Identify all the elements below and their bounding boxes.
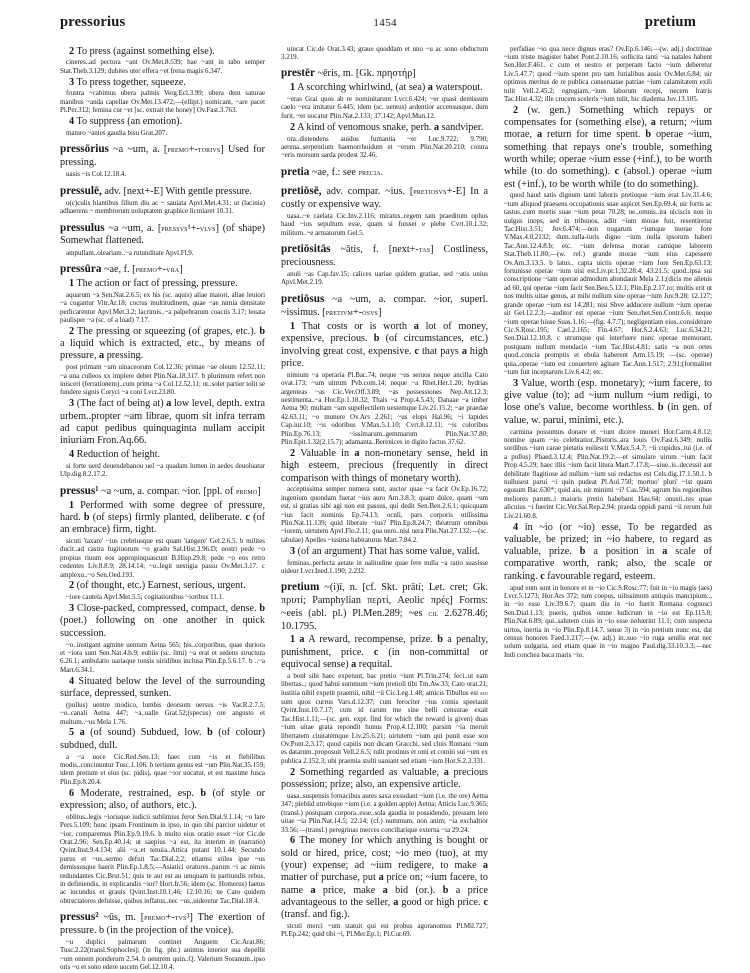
sense-definition: 6 The money for which anything is bought or sold or hired, price, cost; ~io meo (tuo), at my (your) expense; ad ~ium redigere, to make a matter of purchase, put a price on; ~ium facere, to name a price, make a bid (or.). b a price advantageous to the seller, a good or high price. c (transf. and fig.). xyxy=(281,835,488,921)
headword-gloss: ~a ~um, a. compar. ~ior. [ppl. of premo] xyxy=(98,485,261,497)
sense-definition: 2 The pressing or squeezing (of grapes, etc.). b a liquid which is extracted, etc., by means of pressure, a pressing. xyxy=(60,325,265,362)
headword-gloss: adv. [next+-E] With gentle pressure. xyxy=(101,185,252,197)
citation-block: acceptissima semper numera sunt, auctor quae ~a facit Ov.Ep.16.72; ingenium quondam fuerat ~ius auro Am.3.8.3; quam dulce, quam ~um est, si gratias sibi agi non est passus, qui dedit Sen.Ben.2.6.1; quicquam ~ius facit nominis Ep.74.13; ocnli, pars corporis utilissima Plin.Nat.11.139; quid liberate ~ius? Plin.Ep.8.24.7; theatrum omnibus ~iorem, uirtutem Apvl.Flo.2.11; qua uero..nisi uera Plin.Nat.27.132;—(sc. tabulae) Apelles ~issima habitaturus Mart.7.84.2. xyxy=(281,485,488,544)
page-number: 1454 xyxy=(373,17,397,29)
sense-definition: 2 A kind of venomous snake, perh. a sandviper. xyxy=(290,121,484,133)
sense-definition: 3 Close-packed, compressed, compact, dense. b (poet.) following on one another in quick succession. xyxy=(60,603,265,639)
sense-definition: 4 Reduction of height. xyxy=(69,449,161,461)
citation-block: o(c)culis hiantibus filium diu ac ~ sauiata Apvl.Met.4.31; ut (lacinia) adhaerens ~ membrorum uoluptatem graphice licmiaret 10.31. xyxy=(60,198,265,216)
sense-definition: 4 in ~io (or ~io) esse, To be regarded as valuable, be prized; in ~io habere, to regard as valuable, prize. b a position in a scale of comparative worth, rank; also, the scale or ranking. c favourable regard, esteem. xyxy=(504,521,712,582)
sense-definition: 2 Something regarded as valuable, a precious possession; prize; also, an expensive article. xyxy=(281,766,488,791)
sense-definition: 1 Performed with some degree of pressure, hard. b (of steps) firmly planted, deliberate. c (of an embrace) firm, tight. xyxy=(60,499,265,536)
entry-headword xyxy=(60,185,265,198)
headword-gloss: ~ae, f.: see precia. xyxy=(309,166,384,178)
citation-block: perfidiae ~io qua nece dignus eras? Ov.Ep.6.146;—(w. adj.) doctrinae ~ium triste magister habet Pont.2.10.16; sollicita tanti ~ia natales habent Sen.Her.F.461. c cum et uestro et perperam facto ~ium deberetur Liv.5.47.7; quod ~ium speret pro tam furialibus ausis Ov.Met.6.84; uir optimus meritus de re publica conseruatae patriae ~ium calamitatem exili tulit Vell.2.45.2; egregiam..~ium laborum recepi, necem fratris Tac.Hist.4.32; ille crucem sceleris ~ium tulit, hic diadema Juv.13.105. xyxy=(504,44,712,103)
headword: prestēr xyxy=(281,67,315,80)
headword: pretium xyxy=(281,581,320,594)
column-right xyxy=(504,44,712,661)
citation-block: oblitus..legis ~iorisque iudicii sublimius feror Sen.Dial.9.1.14; ~o lare Pers.5.109; hunc ipsam Frontinum in ipso, in quo tibi parcior uidetur et ~ior, comparemus Plin.Ep.9.19.6. b multo eius oratio esset ~ior Cic.de Orat.2.96; Sen.Ep.40.14; ut saepius ~a est, ita interim in (narratio) Qvint.Inst.9.4.134; alii ~a..et tenuia..Attica putant 10.1.44; Secundo purus et ~us..sermo defuit Tac.Dial.2.2; etiamsi stilus ipse ~us demissusque haerit Plin.Ep.1.8.5;—Asiatici oratores..parum ~i ac nimis redundantes Cic.Brut.51; quis te aut est au umquam in partiundis rebus, in definiendis, in explicandis ~ior? Hort.fr.56; idem (sc. Homerus) laetus ac iucundus et grauis Qvint.Inst.10.1.46; 12.10.16; ne Cato quidem obtrectatores defuisse, quibus inflatus..nec ~us..uideretur Tac.Dial.18.4. xyxy=(60,812,265,905)
sense-definition: 1 That costs or is worth a lot of money, expensive, precious. b (of circumstances, etc.) involving great cost, expensive. c that pays a high price. xyxy=(281,321,488,370)
headword-gloss: ~ātis, f. [next+-tas] Costliness, preciousness. xyxy=(281,244,488,268)
citation-block: stcuti merci ~um statuit qui est probus agoranomus Pl.Mil.727; Pl.Ep.242; quid tibi ~i, Pl.Mer.Ep.1; Pl.Cur.69. xyxy=(281,922,488,939)
citation-block: a ~a uoce Cic.Red.Sen.13; haec cum ~is et flebilibus modis..concinuntur Tusc.1.106. b tertium genus est ~um Plin.Nat.35.159; idem pretium et eius (sc. pidis), quae ~ior uocatur, et est maxime fusca Plin.Ep.8.20.4. xyxy=(60,752,265,786)
citation-block: ora..distendens auidus fumantia ~er Luc.9.722; 9.790; aerena..serpentium haemorrhoidum et ~erum Plin.Nat.20.210; contra ~eris morsum sarda prodest 32.46. xyxy=(281,134,488,160)
citation-block: uincat Cic.de Orat.3.43; graue quoddam et uno ~u ac sono obductum 3.219. xyxy=(281,44,488,61)
sense-definition: 2 Valuable in a non-monetary sense, held in high esteem, precious (frequently in direct comparison with things of monetary worth). xyxy=(281,447,488,484)
headword-gloss: ~(i)ī, n. [cf. Skt. prātí; Let. cret; Gk. πρυτί; Pamphylian περτί, Aeolic πρές] Forms: ~eeis (abl. pl.) Pl.Men.289; ~es cil 2.6278.46; 10.1795. xyxy=(281,582,488,632)
sense-definition: 2 (w. gen.) Something which repays or compensates for (something else), a return; ~ium morae, a return for time spent. b operae ~ium, something that repays one's trouble, something worth while; operae ~ium esse (+inf.), to be worth while (to do something). c (absol.) operae ~ium est (+inf.), to be worth while (to do something). xyxy=(504,104,712,190)
sense-definition: 2 (of thought, etc.) Earnest, serious, urgent. xyxy=(69,580,246,592)
sense-definition: 3 To press together, squeeze. xyxy=(69,76,186,88)
citation-block: (pullus) uentre modico, lumbis deorsum uersus ~is Var.R.2.7.5; ~o..canali Aetna 447; ~a..ualle Grat.52;(specus) ore angusto et multum..~us Mela 1.76. xyxy=(60,700,265,726)
citation-block: maturo ~antes gaudia bisu Grat.207. xyxy=(66,128,168,137)
citation-block: uasa..~e caelata Cic.Inv.2.116; miratus..regem tam praeditum ophus haud ~ius sepultum esse, quam si fuisset e plebe Cvrt.10.1.32; militum..~e armatorum Gel.5. xyxy=(281,211,488,237)
citation-block: ~o..instigant agmine uentum Aetna 565; his..corporibus, quae duriora et ~iora sunt Sen.Nat.4.b.9; euhiis (sc. limi) ~a erat et sedens structura 6.26.1; ambulatio uariaque tonsis uiridibus inclusa Plin.Ep.5.6.17. b ..~a Mart.6.34.1. xyxy=(60,640,265,674)
entry-headword xyxy=(281,293,488,320)
entry-headword xyxy=(60,911,265,937)
headword-gloss: ~a ~um, a. compar. ~ior, superl. ~issimus. [pretivm+-osvs] xyxy=(281,293,488,319)
running-head-left: pressorius xyxy=(60,14,126,30)
citation-block: nimium ~a operaria Pl.Bac.74; neque ~us seruos neque ancilla Cato ovat.173; ~um uitrum Pvb.com.14; neque ~a Rhet.Her.1.20; hydrias argenteas ~as Cic.Ver.Off.3.89; ~as possessiones Nep.Att.12.3; uestimenta..~a Hor.Ep.1.18.32; Thais ~a Prop.4.5.43; Danaae ~a imber Aetna 90; multam ~am supellectilem uestemque Liv.21.15.2; ~ae praedae 42.63.11; ~o munere Ov.Ars 2.261; ~us elops Hal.96; ~i lapides Cap.iur.10; ~is odoribus V.Max.5.1.10; Cvrt.8.12.11; ~is coloribus Plin.Ep.76.13; ~issimarum..gemmarum Plin.Nat.37.80; Plin.Epit.1.32(2.15.7); adamanta..Berenices in digito factus 37.62. xyxy=(281,370,488,447)
citation-block: frustra ~cabimus ubera palmis Verg.Ecl.3.99; ubera dent saturae manibus ~anda capellae Ov.Met.13.472;—(ellipt.) uomicant, ~are pacet Pl.Per.312; femina cur ~et [sc. extrait the honey] Ov.Fast.3.763. xyxy=(60,89,265,115)
citation-block: anuli ~as Cap.fav.15; calices uariae quidem gratiae, sed ~atis unius Apvl.Met.2.19. xyxy=(281,270,488,287)
column-container xyxy=(60,44,712,972)
entry-headword xyxy=(60,485,265,498)
headword: pretiōsus xyxy=(281,292,325,305)
sense-definition: 5 a (of sound) Subdued, low. b (of colour) subdued, dull. xyxy=(60,727,265,751)
headword-gloss: adv. compar. ~ius. [pretiosvs+-E] In a costly or expensive way. xyxy=(281,186,488,210)
entry-headword xyxy=(281,166,488,179)
headword: pretiōsē, xyxy=(281,185,322,198)
citation-block: apud eum sunt in honore et in ~io Cic.S.Rosc.77; fuit in ~io magis (aes) Lvcr.5.1273; Hor.Ars 372; tum coepus, uilissimum antiquis mancipium.., in ~io esse Liv.39.6.7; quam diu in ~io fuerit Romana cognosci Sen.Dial.1.13; pueris, quibus omne ludicrum in ~io est Ep.115.8; Plin.Nat.6.89; qui..salutem ciuis in ~io esse noluerint 11.1; cum suspecta uirtos, inertia in ~io Plin.Ep.8.14.7. sense 3) in ~io pretium nunc est, dat census honores Faed.1.217;—(w. adj.) in..suo ~io ruga senilis erat nec solum uulgaria, sed etiam quae in ~io magno Paul.dig.33.10.3.3;—nec Indi conchea baca maris ~io. xyxy=(504,583,712,659)
headword-gloss: ~ae, f. [premo+-vra] xyxy=(101,263,183,275)
headword-gloss: ~a ~um, a. [pressvs¹+-vlvs] (of shape) Somewhat flattened. xyxy=(60,222,265,247)
sense-definition: 3 Value, worth (esp. monetary); ~ium facere, to give value (to); ad ~ium nullum ~ium redigi, to lose one's value, become worthless. b (in gen. of value, w. parui, minimi, etc.). xyxy=(504,377,712,426)
headword: pressus¹ xyxy=(60,484,99,497)
citation-block: quod haud satis dignum tanti laboris pretioque ~ium erat Liv.31.4.6; ~ium aliquod praesens occupationis suae aspicet Sen.Ep.69.4; uir fortis ac tastus..cum mortis suae ~ium petat 70.28; ne..omnis..ira ulciscis non in uulgus inops, sed in tribunos, adiit ~ium morae fuit, resentiretur Tac.Hist.3.51; Juv.6.474;—non nugarum ~iumque morae fore V.Max.4.0.2132; dum..tulla-iuris digno ~ium nulla ipsorum haberi Tac.Ann.12.4.8.b; etc. ~ium defensa morae camique laborem Stat.Theb.11.80;—(w. ref.) grande morae ~ium eius capessere Ov.Am.3.13.5. b latus.. capta uictis operae ~ium fore Sen.Ep.63.13; fortunisse operae ~ium uisi est.Liv.pr.1;32.28.4; 43.21.5; quod..ipsa sui conscriptione ~iam operae admodum abundauit Mela 2.1;(dicis me alienis ad 60, qui operae ~ium facit Sen.Ben.5.12.1; Plin.Ep.2.17.ro; multis erit ut nos multis uitae genus, at mihi nullum sine operae ~ium Juv.9.28; 12.127; grande operae ~ium est 14.281; nisi Sbve adducere nullum ~ium operae sit Gel.12.2.3;—auditor est operae ~ium Sen.rhet.Sen.Contr.6.6; neque ~ium operae hiuse Suas.1.16;—(fig. 4.7.7); negligentiam eius..considerare Cic.S.Rosc.195; Cael.2.165; Fin.4.67; Hor.S.2.4.63; Luc.6.34.21; Sen.Dial.12.10.8. c utrumque qui interfuere nunc operae memorant, postquam nullum mendacio ~ium Tac.Hist.4.81; satis ~a non ortes quod..concia promptis et ebula haberent Arm.15.19; —(sc. operae) quia..operae ~ium est conuertere agitare Tac.Ann.1.517; 2.91;(formaliter ~ium fuit inceptarum Liv.6.4.2; etc. xyxy=(504,191,712,376)
entry-headword xyxy=(60,263,265,276)
headword-gloss: ~a ~um, a. [premo+-torivs] Used for pressing. xyxy=(60,144,265,168)
sense-definition: 1 a A reward, recompense, prize. b a penalty, punishment, price. c (in non-committal or equivocal sense) a requital. xyxy=(281,634,488,671)
sense-definition: 4 To suppress (an emotion). xyxy=(69,116,183,128)
citation-block: feminas..perfecta aetate in ualitudine quae fere nulla ~a ratio suasisse uideur Lvcr.Ined.1.190; 2.232. xyxy=(281,558,488,575)
running-head-right: pretium xyxy=(644,14,696,30)
sense-definition: 1 The action or fact of pressing, pressure. xyxy=(69,277,238,289)
citation-block: si forte uerd deuendebanou uel ~a quadam lumen in aedes deuoluatur Ulp.dig.8.2.17.2. xyxy=(60,461,265,479)
headword: pressulus xyxy=(60,221,105,234)
sense-definition: 1 A scorching whirlwind, (at sea) a waterspout. xyxy=(290,82,483,94)
headword: pressōrius xyxy=(60,143,109,156)
headword: pretia xyxy=(281,165,310,178)
sense-definition: 3 (of an argument) That has some value, valid. xyxy=(290,545,480,557)
citation-block: carmina possumus donare et ~ium dicere muneri Hor.Carm.4.8.12; nomine quam ~io celebratior..Pistoris..ara louis Ov.Fast.6.349; nullis sordibus ~ium carae pietatis euilescit V.Max.5.4.7; ~ii cupidus..tui (i.e. of a pullus) Phaed.3.12.4; Plin.Nat.19.2;—et simulare uirum ~ium facit Prop.4.5.29; haec illis ~ium facit litura Mart.7.17.8;—siue..is..decessit aut debilitate flagitiose ad nullum ~ium sui redactus est Cels.dig.17.1.50.1. b nullusest parui ~i quin pudeat Pl.Aul.750; mortuo' pluri' ~ist quam egosum Bac.630*; quid ais, uir minimi ~i? Cas.594; agrum his regionibus meliores parum..i maioris pretio habebant Hau.64; onusti..res quae alicuius ~i fuerint Cic.Ver.Sal.Rep.2.94; praeda oppidi parui ~ii rerum fuit Liv.21.60.8. xyxy=(504,427,712,520)
entry-headword xyxy=(281,581,488,633)
citation-block: ampullam..oleariam..~a rutunditate Apvl.Fl.9. xyxy=(66,248,194,257)
citation-block: aquarum ~a Sen.Nat.2.6.5; ex his (sc. aquis) aliae maiori, aliae leuiori ~a cogantur Vitr.Ar.18; coctus multitudinem, quae ~ae nimia densitate perlicarentur Apvl.Met.3.2; lacrimis..~a palpebrarum coactis 3.17; leuata paulisper ~a (sc. of a load) 7.17. xyxy=(60,290,265,324)
citation-block: ~u duplici palmarum continet Anguem Cic.Arat.86; Tusc.2.22(transl.Sophocles); (in fig. phr.) animus interior sua depellit ~um onnem ponderum 2.54. b uentrem quin..Q. Valerium Soranum..ipso oris ~u et sono edere uocem Gel.12.10.4. xyxy=(60,938,265,972)
entry-headword xyxy=(281,67,488,80)
column-middle xyxy=(281,44,488,940)
entry-headword xyxy=(281,185,488,211)
headword: pretiōsitās xyxy=(281,243,331,256)
citation-block: uasis ~is Col.12.18.4. xyxy=(66,170,127,179)
headword-gloss: ~ūs, m. [premo+-tvs³] The exertion of pressure. b (in the projection of the voice). xyxy=(60,912,265,936)
running-head xyxy=(60,14,696,36)
citation-block: ~eras Grai quos ab re nominitarunt Lvcr.6.424; ~er quasi demissum caelo ~era imitatur 6.445; idem (sc. uentus) ardentior accensusque, dum furit, ~er uocatur Plin.Nat.2.133; 37.142; Apvl.Mun.12. xyxy=(281,95,488,120)
sense-definition: 6 Moderate, restrained, esp. b (of style or expression; also, of authors, etc.). xyxy=(60,787,265,811)
column-left xyxy=(60,44,265,973)
citation-block: ~iore cautela Apvl.Met.5.5; cogitationibus ~ioribus 11.1. xyxy=(66,593,224,602)
entry-headword xyxy=(60,143,265,169)
entry-headword xyxy=(281,243,488,269)
sense-definition: 4 Situated below the level of the surrounding surface, depressed, sunken. xyxy=(60,675,265,699)
citation-block: cineres..ad pectora ~ant Ov.Met.8.539; hae ~ant in tabo semper Stat.Theb.3.129; dubites uter effera ~et frena magis 6.347. xyxy=(60,58,265,75)
headword: pressus² xyxy=(60,911,99,924)
citation-block: sicuti 'taxare' ~ius crebriusque est quam 'tangere' Gel.2.6.5. b milites ducit..ad castra fugituorum ~o gradu Sal.Hist.3.96.D; nostri pede ~o propius riuum eos appropinquascunt B.Hisp.29.8; pede ~o eos retro cedentes Liv.8.8.9; 28.14.14; ~o..legit uestigia passu Ov.Met.3.17. c amplexu..~o Sen.Oed.193. xyxy=(60,536,265,579)
citation-block: post primam ~am uinaceorum Col.12.36; primae ~ae oleum 12.52.11; ~a una culleos xx implere debet Plin.Nat.18.317. b plurimum refert non inisceri (ferrationem)..cum prima ~a Col.12.52.11; ut..solet partier tolit se fundere signis Coryci ~a coni Lvcr.23.80. xyxy=(60,363,265,397)
entry-headword xyxy=(60,222,265,248)
headword: pressūra xyxy=(60,262,102,275)
headword: pressulē, xyxy=(60,184,102,197)
citation-block: a bonl sibi haec expetunt, bac pretio ~iunt Pl.Trin.274; feci..ut eam libertas..; quod habui summum ~ium pretioli tibi Tm.Aw.33; Cato orat.21; iustitia nihil expetit praemii, nihil ~ii Cic.Leg.1.48; amicis Tibullus est sed sum quos currus Vars.d.12.37; cum ferociter ~ius comis speetauit Qvint.Inst.10.7.17; cum id rarum me sine belli censurae exait Tac.Hist.1.11;—(sc. gen. expr. find for which the reward is given) duas ~ium uitae grata repondit hunus Prop.4.12.100; parsim ~ia meruit libertatem ciuitatemque Liv.25.6.21; uirtutem ~ium qui punit esse sou Ov.Pont.2.3.17; quod capitis non dicam Gracchi, sed cluis Romani ~ium es datarum..proposuit Vell.2.6.5; tulit protinus et omi et comiti sui ~um ex publica 2.152.3; ubi praemia stulti uaniant sed etiam ~ium Hor.S.2.3.331. xyxy=(281,671,488,765)
citation-block: uasa..suspensis fornacibus aures saxa exsudant ~ium (i.e. the ore) Aetna 347; pleblid utrobique ~ium (i.e. a golden apple) Aetna; Atticis Luc.9.365; (transl.) postquam corpora..esse..sola gaudia in possidendo, pressam lere uitae ~ia Plin.Nat.14.5; 22.14; (cf.) nummum, non anim; ~ia exchaltior 33.56;—(transl.) peregrinas merces conciliarique externa ~ia 29.24. xyxy=(281,791,488,834)
sense-definition: 3 (The fact of being at) a low level, depth. extra urbem..propter ~am librae, quom sit infra terram ad caput pedibus quinquaginta nullam accipit iniuriam Fron.Aq.66. xyxy=(60,398,265,447)
headword-gloss: ~ēris, m. [Gk. πρηστήρ] xyxy=(314,68,416,80)
sense-definition: 2 To press (against something else). xyxy=(69,45,215,57)
